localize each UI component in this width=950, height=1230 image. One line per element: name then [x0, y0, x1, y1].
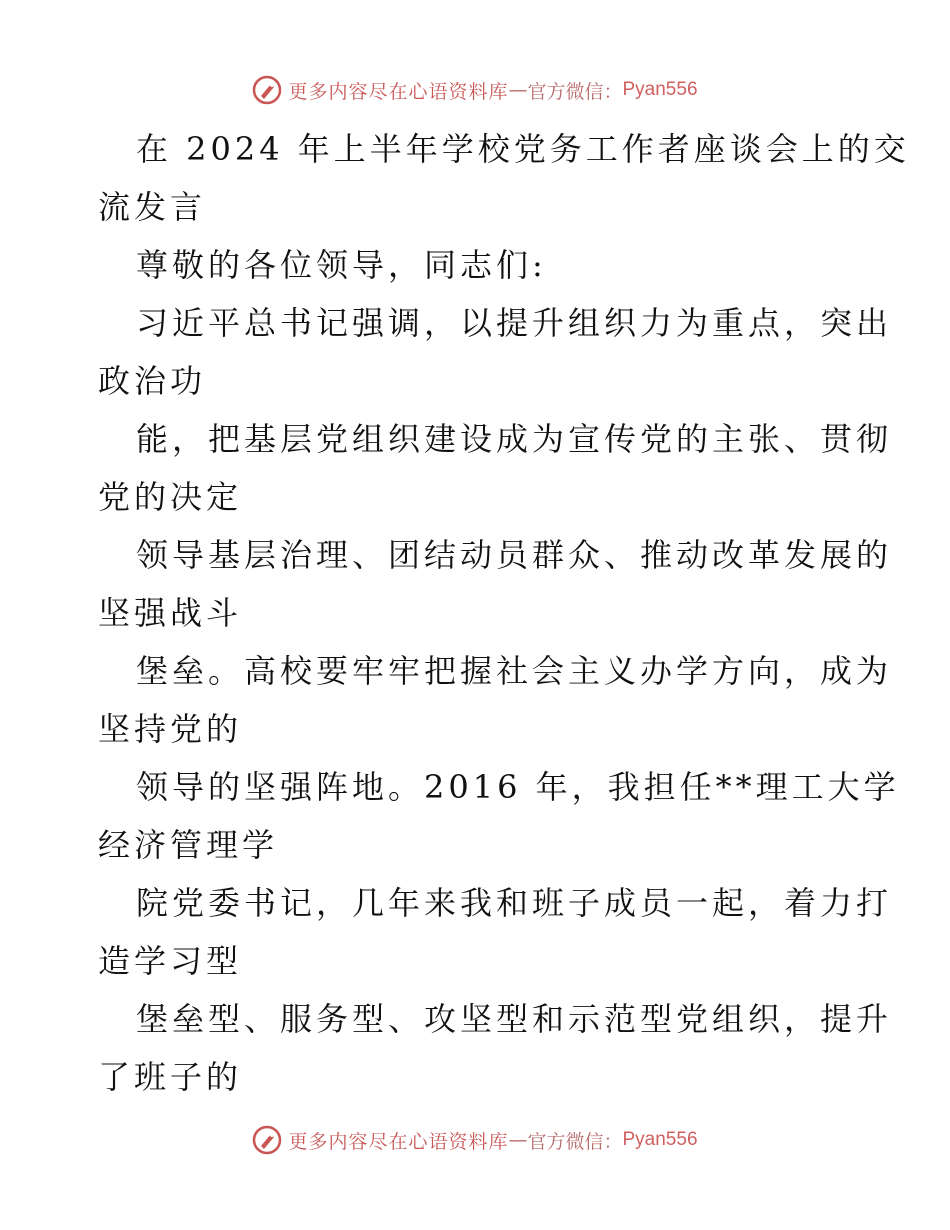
header-brand: 更多内容尽在心语资料库 — [288, 80, 509, 103]
document-line: 能，把基层党组织建设成为宣传党的主张、贯彻 — [136, 420, 893, 458]
document-line: 在 2024 年上半年学校党务工作者座谈会上的交 — [136, 130, 910, 168]
header-separator: — — [508, 79, 528, 101]
header-wechat-id: Pyan556 — [622, 79, 698, 100]
pen-nib-logo-icon — [252, 1125, 282, 1155]
pen-nib-logo-icon — [252, 75, 282, 105]
document-line: 流发言 — [98, 188, 207, 226]
document-line: 政治功 — [98, 362, 207, 400]
document-line: 党的决定 — [98, 478, 243, 516]
footer-banner — [0, 1120, 950, 1160]
footer-wechat-label: 官方微信： — [527, 1130, 623, 1153]
footer-brand: 更多内容尽在心语资料库 — [288, 1130, 509, 1153]
document-line: 经济管理学 — [98, 826, 279, 864]
header-wechat-label: 官方微信： — [527, 80, 623, 103]
header-banner — [0, 70, 950, 110]
document-line: 堡垒型、服务型、攻坚型和示范型党组织，提升 — [136, 1000, 893, 1038]
document-line: 习近平总书记强调，以提升组织力为重点，突出 — [136, 304, 893, 342]
document-line: 造学习型 — [98, 942, 243, 980]
document-line: 领导的坚强阵地。2016 年，我担任**理工大学 — [136, 768, 900, 806]
document-line: 尊敬的各位领导，同志们: — [136, 246, 547, 284]
document-line: 坚强战斗 — [98, 594, 243, 632]
document-line: 院党委书记，几年来我和班子成员一起，着力打 — [136, 884, 893, 922]
document-line: 坚持党的 — [98, 710, 243, 748]
document-line: 堡垒。高校要牢牢把握社会主义办学方向，成为 — [136, 652, 893, 690]
footer-separator: — — [508, 1129, 528, 1151]
footer-wechat-id: Pyan556 — [622, 1129, 698, 1150]
document-line: 了班子的 — [98, 1058, 243, 1096]
document-line: 领导基层治理、团结动员群众、推动改革发展的 — [136, 536, 893, 574]
document-body — [98, 120, 910, 1106]
